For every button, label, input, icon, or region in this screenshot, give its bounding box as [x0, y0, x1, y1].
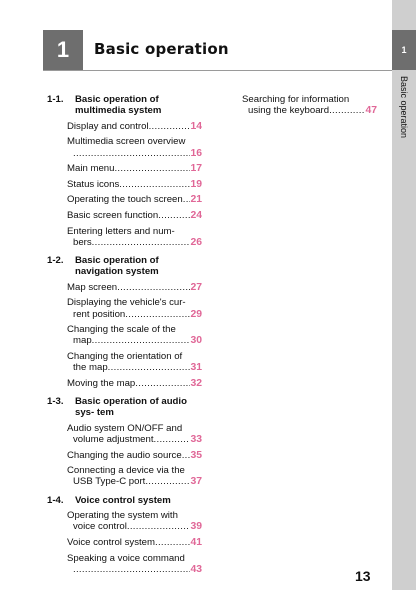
dot-leader — [127, 521, 191, 532]
toc-entry-text: Basic screen function — [67, 209, 159, 221]
toc-entry[interactable] — [47, 324, 202, 346]
page-number: 13 — [355, 568, 371, 584]
toc-page-number[interactable]: 16 — [190, 147, 202, 159]
toc-entry-text: Moving the map — [67, 377, 136, 389]
toc-entry-line — [67, 148, 202, 159]
toc-entry-text: voice control — [73, 521, 127, 533]
toc-entry-text: the map — [73, 362, 108, 374]
toc-entry-text: using the keyboard — [248, 105, 330, 117]
toc-entry[interactable] — [47, 537, 202, 548]
toc-section-number: 1-4. — [47, 494, 64, 506]
toc-entry-line — [67, 564, 202, 575]
dot-leader — [329, 105, 365, 116]
toc-entry[interactable] — [47, 510, 202, 532]
toc-entry-text: USB Type-C port — [73, 476, 146, 488]
toc-section-heading[interactable] — [47, 255, 202, 277]
side-tab-label — [392, 72, 416, 142]
chapter-title: Basic operation — [94, 40, 229, 58]
toc-page-number[interactable]: 37 — [190, 476, 202, 488]
toc-entry-text: map — [73, 335, 92, 347]
toc-entry-text: Multimedia screen overview — [67, 136, 186, 148]
toc-entry-line — [67, 537, 202, 548]
toc-section-heading[interactable] — [47, 396, 202, 418]
toc-entry-line — [67, 335, 202, 346]
toc-right-column — [242, 94, 377, 116]
dot-leader — [182, 450, 191, 461]
toc-entry-line — [67, 324, 202, 335]
toc-entry[interactable] — [47, 351, 202, 373]
toc-entry-text: Speaking a voice command — [67, 552, 185, 564]
toc-entry-line — [67, 309, 202, 320]
dot-leader — [92, 237, 191, 248]
toc-page-number[interactable]: 19 — [190, 178, 202, 190]
toc-page-number[interactable]: 47 — [365, 105, 377, 117]
toc-entry-text: Audio system ON/OFF and — [67, 422, 183, 434]
toc-entry[interactable] — [47, 121, 202, 132]
toc-section-title: Basic operation of multimedia system — [75, 94, 162, 117]
toc-entry-text: Status icons — [67, 178, 120, 190]
side-tab-label-text: Basic operation — [399, 75, 409, 139]
toc-entry[interactable] — [47, 210, 202, 221]
toc-entry[interactable] — [47, 378, 202, 389]
toc-entry-line — [242, 105, 377, 116]
toc-entry[interactable] — [47, 179, 202, 190]
toc-entry[interactable] — [47, 163, 202, 174]
toc-entry-text: Changing the scale of the — [67, 324, 176, 336]
toc-section-heading[interactable] — [47, 495, 202, 506]
toc-entry-text: Main menu — [67, 163, 115, 175]
dot-leader — [135, 378, 190, 389]
toc-page-number[interactable]: 43 — [190, 563, 202, 575]
dot-leader — [92, 335, 191, 346]
toc-left-column — [47, 94, 202, 575]
toc-entry-text: rent position — [73, 308, 126, 320]
dot-leader — [114, 163, 190, 174]
toc-page-number[interactable]: 24 — [190, 209, 202, 221]
toc-entry-line — [67, 297, 202, 308]
toc-entry-line — [67, 351, 202, 362]
toc-page-number[interactable]: 31 — [190, 362, 202, 374]
header-rule — [43, 70, 392, 71]
toc-page-number[interactable]: 35 — [190, 449, 202, 461]
toc-page-number[interactable]: 30 — [190, 335, 202, 347]
toc-page-number[interactable]: 14 — [190, 120, 202, 132]
dot-leader — [155, 537, 190, 548]
toc-entry-text: Operating the touch screen — [67, 194, 183, 206]
toc-entry-text: Searching for information — [242, 94, 350, 105]
toc-section-number: 1-3. — [47, 395, 64, 407]
toc-entry-line — [67, 237, 202, 248]
toc-entry-text: Changing the orientation of — [67, 350, 183, 362]
toc-entry-line — [242, 94, 377, 105]
toc-entry-text: Display and control — [67, 120, 149, 132]
dot-leader — [125, 309, 190, 320]
dot-leader — [117, 282, 190, 293]
chapter-number-box: 1 — [43, 30, 83, 70]
toc-entry-text: Voice control system — [67, 536, 155, 548]
toc-section-title: Basic operation of audio sys- tem — [75, 395, 187, 419]
toc-entry-text: Displaying the vehicle's cur- — [67, 297, 186, 309]
toc-entry-line — [67, 163, 202, 174]
toc-entry-line — [67, 423, 202, 434]
toc-entry-line — [67, 521, 202, 532]
dot-leader — [108, 362, 191, 373]
toc-section-number: 1-1. — [47, 94, 64, 105]
toc-entry-line — [67, 510, 202, 521]
toc-entry-text: bers — [73, 236, 92, 248]
toc-entry-line — [67, 465, 202, 476]
dot-leader — [149, 121, 191, 132]
toc-entry-text: Entering letters and num- — [67, 225, 175, 237]
toc-entry[interactable] — [47, 297, 202, 319]
toc-entry[interactable] — [47, 136, 202, 158]
toc-section-heading[interactable] — [47, 94, 202, 116]
toc-entry-line — [67, 179, 202, 190]
dot-leader — [119, 179, 190, 190]
toc-section-title: Voice control system — [75, 494, 171, 506]
dot-leader — [73, 148, 190, 159]
toc-entry[interactable] — [47, 553, 202, 575]
toc-entry-line — [67, 476, 202, 487]
toc-page-number[interactable]: 39 — [190, 521, 202, 533]
toc-entry-line — [67, 362, 202, 373]
dot-leader — [145, 476, 190, 487]
toc-entry[interactable] — [47, 194, 202, 205]
toc-entry-line — [67, 282, 202, 293]
toc-entry-line — [67, 553, 202, 564]
dot-leader — [154, 434, 191, 445]
toc-page-number[interactable]: 27 — [190, 281, 202, 293]
toc-entry[interactable] — [47, 450, 202, 461]
toc-page-number[interactable]: 32 — [190, 377, 202, 389]
toc-entry-text: Map screen — [67, 281, 118, 293]
toc-entry-line — [67, 136, 202, 147]
toc-page-number[interactable]: 41 — [190, 536, 202, 548]
toc-section-title: Basic operation of navigation system — [75, 254, 159, 278]
toc-page-number[interactable]: 26 — [190, 236, 202, 248]
toc-page-number[interactable]: 21 — [190, 194, 202, 206]
toc-entry-text: Changing the audio source — [67, 449, 182, 461]
toc-entry-line — [67, 450, 202, 461]
toc-entry[interactable] — [242, 94, 377, 116]
toc-entry-text: Connecting a device via the — [67, 465, 185, 477]
toc-entry-line — [67, 121, 202, 132]
toc-entry-line — [67, 210, 202, 221]
dot-leader — [158, 210, 190, 221]
toc-entry-text: volume adjustment — [73, 433, 154, 445]
toc-entry-line — [67, 194, 202, 205]
side-tab-number: 1 — [392, 30, 416, 70]
toc-page-number[interactable]: 29 — [190, 308, 202, 320]
toc-entry[interactable] — [47, 226, 202, 248]
toc-entry-line — [67, 434, 202, 445]
toc-entry-text: Operating the system with — [67, 510, 178, 522]
toc-page-number[interactable]: 17 — [190, 163, 202, 175]
toc-entry[interactable] — [47, 465, 202, 487]
dot-leader — [183, 194, 191, 205]
toc-entry-line — [67, 226, 202, 237]
toc-section-number: 1-2. — [47, 254, 64, 266]
toc-entry-line — [67, 378, 202, 389]
toc-entry[interactable] — [47, 282, 202, 293]
toc-entry[interactable] — [47, 423, 202, 445]
dot-leader — [73, 564, 190, 575]
toc-page-number[interactable]: 33 — [190, 433, 202, 445]
